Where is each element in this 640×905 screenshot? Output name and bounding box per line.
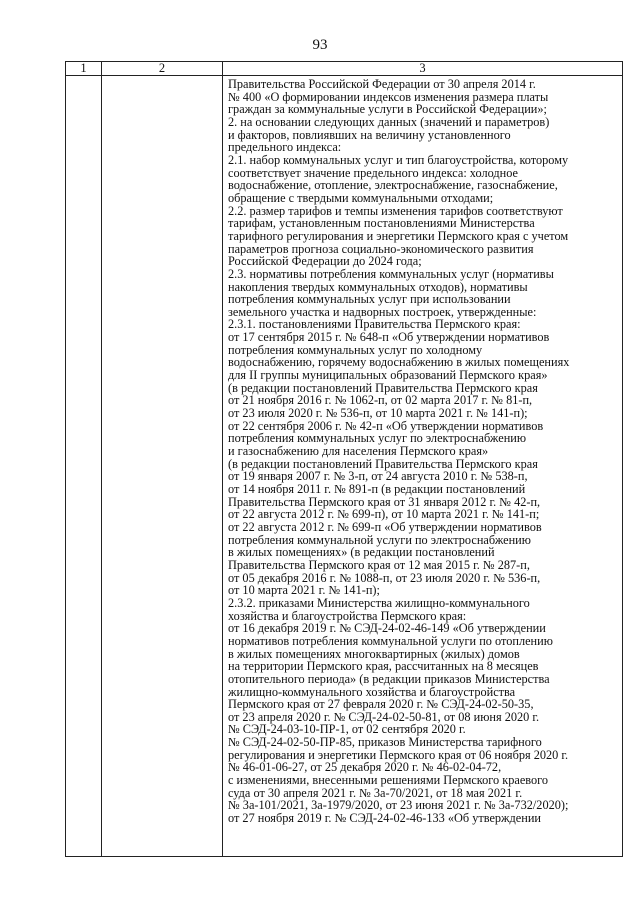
column-3-text (223, 76, 622, 825)
text-line: накопления твердых коммунальных отходов), нормативы (228, 279, 528, 294)
page-number: 93 (312, 37, 328, 53)
text-line: суда от 30 апреля 2021 г. № 3а-70/2021, от 18 мая 2021 г. (228, 785, 523, 800)
text-line: 2.3. нормативы потребления коммунальных услуг (нормативы (228, 266, 554, 281)
text-line: в жилых помещениях» (в редакции постановлений (228, 545, 495, 560)
text-line: 2.3.1. постановлениями Правительства Пермского края: (228, 317, 521, 332)
text-line: земельного участка и надворных построек, утвержденные: (228, 304, 537, 319)
text-line: от 14 ноября 2011 г. № 891-п (в редакции постановлений (228, 482, 526, 496)
column-3-cell (223, 76, 623, 857)
text-line: № СЭД-24-03-10-ПР-1, от 02 сентября 2020 г. (228, 722, 466, 737)
column-header-3: 3 (223, 62, 623, 76)
text-line: от 22 августа 2012 г. № 699-п «Об утверждении нормативов (228, 519, 542, 534)
text-line: от 17 сентября 2015 г. № 648-п «Об утверждении нормативов (228, 330, 550, 345)
text-line: потребления коммунальных услуг при использовании (228, 292, 511, 307)
text-line: водоснабжению, горячему водоснабжению в жилых помещениях (228, 355, 570, 370)
text-line: потребления коммунальных услуг по холодному (228, 342, 483, 357)
text-line: от 27 ноября 2019 г. № СЭД-24-02-46-133 «Об утверждении (228, 811, 542, 825)
text-line: нормативов потребления коммунальной услуги по отоплению (228, 633, 553, 648)
text-line: в жилых помещениях многоквартирных (жилых) домов (228, 646, 520, 661)
text-line: параметров прогноза социально-экономического развития (228, 241, 534, 256)
text-line: Правительства Российской Федерации от 30 апреля 2014 г. (228, 77, 536, 91)
text-line: от 21 ноября 2016 г. № 1062-п, от 02 марта 2017 г. № 81-п, (228, 393, 533, 408)
text-line: хозяйства и благоустройства Пермского края: (228, 608, 467, 623)
text-line: Правительства Пермского края от 31 января 2012 г. № 42-п, (228, 494, 541, 509)
text-line: отопительного периода» (в редакции приказов Министерства (228, 671, 550, 686)
text-line: № 46-01-06-27, от 25 декабря 2020 г. № 46-02-04-72, (228, 760, 502, 775)
table-header-row (66, 62, 623, 76)
text-line: от 16 декабря 2019 г. № СЭД-24-02-46-149 «Об утверждении (228, 621, 546, 636)
text-line: потребления коммунальной услуги по электроснабжению (228, 532, 531, 547)
text-line: и газоснабжению для населения Пермского края» (228, 444, 489, 459)
text-line: с изменениями, внесенными решениями Пермского краевого (228, 773, 549, 788)
text-line: и факторов, повлиявших на величину установленного (228, 127, 511, 142)
text-line: обращение с твердыми коммунальными отходами; (228, 190, 494, 205)
text-line: 2.3.2. приказами Министерства жилищно-коммунального (228, 595, 530, 610)
text-line: предельного индекса: (228, 140, 342, 155)
text-line: от 19 января 2007 г. № 3-п, от 24 августа 2010 г. № 538-п, (228, 469, 528, 484)
text-line: жилищно-коммунального хозяйства и благоустройства (228, 684, 516, 699)
text-line: Пермского края от 27 февраля 2020 г. № СЭД-24-02-50-35, (228, 697, 534, 712)
text-line: тарифам, установленным постановлениями Министерства (228, 216, 535, 231)
text-line: тарифного регулирования и энергетики Пермского края с учетом (228, 228, 569, 243)
text-line: от 23 апреля 2020 г. № СЭД-24-02-50-81, от 08 июня 2020 г. (228, 709, 540, 724)
text-line: Правительства Пермского края от 12 мая 2015 г. № 287-п, (228, 557, 530, 572)
column-2-cell (102, 76, 223, 857)
text-line: (в редакции постановлений Правительства Пермского края (228, 380, 538, 395)
text-line: для II группы муниципальных образований Пермского края» (228, 368, 548, 383)
text-line: № 400 «О формировании индексов изменения размера платы (228, 89, 549, 104)
text-line: на территории Пермского края, рассчитанных на 8 месяцев (228, 659, 539, 674)
text-line: 2. на основании следующих данных (значений и параметров) (228, 114, 550, 129)
text-line: от 05 декабря 2016 г. № 1088-п, от 23 июля 2020 г. № 536-п, (228, 570, 541, 585)
text-line: от 22 сентября 2006 г. № 42-п «Об утверждении нормативов (228, 418, 544, 433)
text-line: потребления коммунальных услуг по электроснабжению (228, 431, 527, 446)
text-line: соответствует значение предельного индекса: холодное (228, 165, 518, 180)
text-line: водоснабжение, отопление, электроснабжение, газоснабжение, (228, 178, 558, 193)
table-row (66, 76, 623, 857)
column-1-cell (66, 76, 102, 857)
text-line: от 23 июля 2020 г. № 536-п, от 10 марта 2021 г. № 141-п); (228, 406, 528, 421)
text-line: № СЭД-24-02-50-ПР-85, приказов Министерства тарифного (228, 735, 542, 750)
text-line: 2.2. размер тарифов и темпы изменения тарифов соответствуют (228, 203, 563, 218)
text-line: 2.1. набор коммунальных услуг и тип благоустройства, которому (228, 152, 569, 167)
text-line: № 3а-101/2021, 3а-1979/2020, от 23 июня 2021 г. № 3а-732/2020); (228, 798, 569, 813)
column-header-1: 1 (66, 62, 102, 76)
text-line: Российской Федерации до 2024 года; (228, 254, 422, 269)
text-line: граждан за коммунальные услуги в Российской Федерации»; (228, 102, 547, 117)
document-table (65, 61, 623, 857)
text-line: (в редакции постановлений Правительства Пермского края (228, 456, 538, 471)
column-header-2: 2 (102, 62, 223, 76)
text-line: от 10 марта 2021 г. № 141-п); (228, 583, 380, 598)
text-line: регулирования и энергетики Пермского края от 06 ноября 2020 г. (228, 747, 569, 762)
text-line: от 22 августа 2012 г. № 699-п), от 10 марта 2021 г. № 141-п; (228, 507, 540, 522)
